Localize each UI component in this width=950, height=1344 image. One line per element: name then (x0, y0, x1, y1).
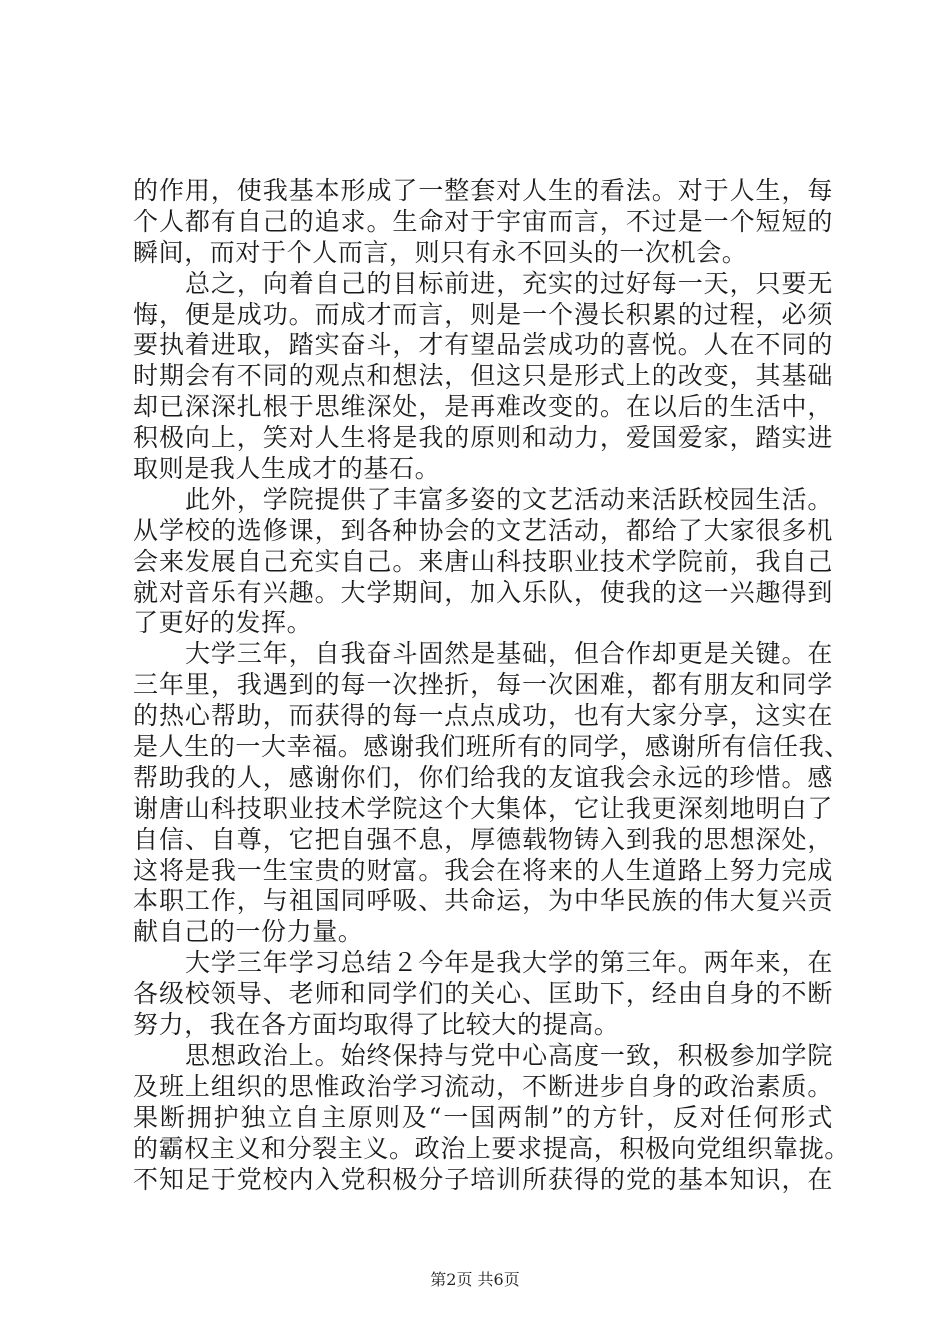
paragraph-first-line: 此外，学院提供了丰富多姿的文艺活动来活跃校园生活。 (185, 484, 833, 514)
text-line: 的作用，使我基本形成了一整套对人生的看法。对于人生，每 (133, 176, 833, 205)
text-line: 时期会有不同的观点和想法，但这只是形式上的改变，其基础 (133, 361, 833, 391)
text-line: 努力，我在各方面均取得了比较大的提高。 (133, 1010, 620, 1040)
text-line: 个人都有自己的追求。生命对于宇宙而言，不过是一个短短的 (133, 206, 833, 236)
text-line: 谢唐山科技职业技术学院这个大集体，它让我更深刻地明白了 (133, 793, 833, 823)
text-line: 是人生的一大幸福。感谢我们班所有的同学，感谢所有信任我、 (133, 732, 850, 762)
text-line: 瞬间，而对于个人而言，则只有永不回头的一次机会。 (133, 237, 748, 267)
text-line: 帮助我的人，感谢你们，你们给我的友谊我会永远的珍惜。感 (133, 762, 833, 792)
body-text (133, 176, 850, 1195)
text-line: 要执着进取，踏实奋斗，才有望品尝成功的喜悦。人在不同的 (133, 330, 833, 360)
text-line: 献自己的一份力量。 (133, 917, 364, 947)
text-line: 会来发展自己充实自己。来唐山科技职业技术学院前，我自己 (133, 546, 833, 576)
text-line: 各级校领导、老师和同学们的关心、匡助下，经由自身的不断 (133, 979, 833, 1009)
text-line: 本职工作，与祖国同呼吸、共命运，为中华民族的伟大复兴贡 (133, 886, 833, 916)
paragraph-first-line: 总之，向着自己的目标前进，充实的过好每一天，只要无 (185, 268, 833, 298)
text-line: 及班上组织的思惟政治学习流动，不断进步自身的政治素质。 (133, 1071, 833, 1101)
text-line: 取则是我人生成才的基石。 (133, 454, 441, 484)
text-line: 就对音乐有兴趣。大学期间，加入乐队，使我的这一兴趣得到 (133, 577, 833, 607)
text-line: 自信、自尊，它把自强不息，厚德载物铸入到我的思想深处， (133, 824, 833, 854)
page-footer (0, 1270, 950, 1290)
text-line: 了更好的发挥。 (133, 608, 313, 638)
paragraph-first-line: 思想政治上。始终保持与党中心高度一致，积极参加学院 (185, 1040, 833, 1070)
text-line: 三年里，我遇到的每一次挫折，每一次困难，都有朋友和同学 (133, 670, 833, 700)
text-line: 果断拥护独立自主原则及“一国两制”的方针，反对任何形式 (133, 1102, 833, 1132)
text-line: 不知足于党校内入党积极分子培训所获得的党的基本知识，在 (133, 1164, 833, 1194)
text-line: 的霸权主义和分裂主义。政治上要求提高，积极向党组织靠拢。 (133, 1133, 850, 1163)
text-line: 悔，便是成功。而成才而言，则是一个漫长积累的过程，必须 (133, 299, 833, 329)
paragraph-first-line: 大学三年学习总结２今年是我大学的第三年。两年来，在 (185, 948, 833, 978)
text-line: 这将是我一生宝贵的财富。我会在将来的人生道路上努力完成 (133, 855, 833, 885)
page-number-label: 第2页 共6页 (430, 1270, 520, 1289)
text-line: 的热心帮助，而获得的每一点点成功，也有大家分享，这实在 (133, 701, 833, 731)
text-line: 从学校的选修课，到各种协会的文艺活动，都给了大家很多机 (133, 515, 833, 545)
text-line: 积极向上，笑对人生将是我的原则和动力，爱国爱家，踏实进 (133, 423, 833, 453)
text-line: 却已深深扎根于思维深处，是再难改变的。在以后的生活中， (133, 392, 833, 422)
paragraph-first-line: 大学三年，自我奋斗固然是基础，但合作却更是关键。在 (185, 639, 833, 669)
